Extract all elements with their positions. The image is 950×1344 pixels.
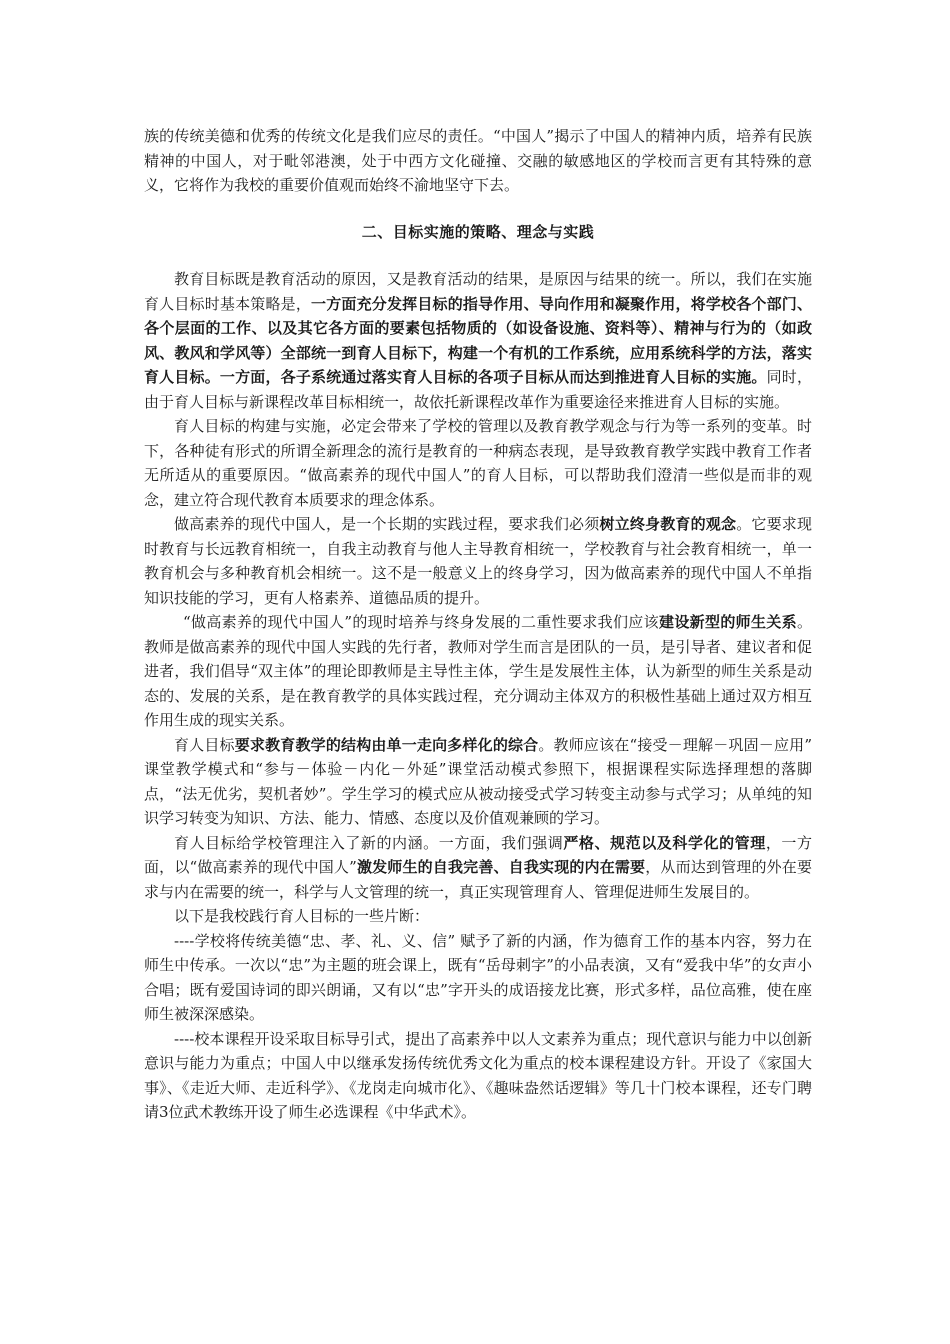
- paragraph-text: ，从而达到管理的外在要求与内在需要的统一，科学与人文管理的统一，真正实现管理育人、管理促进师生发展目的。: [144, 858, 812, 901]
- paragraph-moral-education: ----学校将传统美德“忠、孝、礼、义、信” 赋予了新的内涵，作为德育工作的基本内容，努力在师生中传承。一次以“忠”为主题的班会课上，既有“岳母刺字”的小品表演，又有“爱我中华”的女声小合唱；既有爱国诗词的即兴朗诵，又有以“忠”字开头的成语接龙比赛，形式多样，品位高雅，使在座师生被深深感染。: [144, 931, 812, 1023]
- bold-text: 要求教育教学的结构由单一走向多样化的综合: [234, 735, 539, 754]
- paragraph-relationship: [144, 610, 812, 733]
- bold-text: 激发师生的自我完善、自我实现的内在需要: [356, 858, 646, 876]
- bold-text: 严格、规范以及科学化的管理: [563, 833, 766, 852]
- paragraph-text: 育人目标给学校管理注入了新的内涵。一方面，我们强调: [174, 833, 564, 852]
- document-page: [144, 124, 812, 1125]
- paragraph-reform: 育人目标的构建与实施，必定会带来了学校的管理以及教育教学观念与行为等一系列的变革。时下，各种徒有形式的所谓全新理念的流行是教育的一种病态表现，是导致教育教学实践中教育工作者无所适从的重要原因。“做高素养的现代中国人”的育人目标，可以帮助我们澄清一些似是而非的观念，建立符合现代教育本质要求的理念体系。: [144, 417, 812, 509]
- paragraph-fragments-intro: 以下是我校践行育人目标的一些片断：: [174, 907, 430, 925]
- paragraph-text: ，一方面，以“做高素养的现代中国人”: [144, 833, 812, 876]
- paragraph-text: 教育目标既是教育活动的原因，又是教育活动的结果，是原因与结果的统一。所以，我们在实施育人目标时基本策略是，: [144, 270, 812, 313]
- paragraph-text: 。它要求现时教育与长远教育相统一，自我主动教育与他人主导教育相统一，学校教育与社会教育相统一，单一教育机会与多种教育机会相统一。这不是一般意义上的终身学习，因为做高素养的现代中国人不单指知识技能的学习，更有人格素养、道德品质的提升。: [144, 515, 812, 607]
- bold-text: 建设新型的师生关系: [658, 613, 797, 631]
- intro-paragraph: 族的传统美德和优秀的传统文化是我们应尽的责任。“中国人”揭示了中国人的精神内质，培养有民族精神的中国人，对于毗邻港澳，处于中西方文化碰撞、交融的敏感地区的学校而言更有其特殊的意义，它将作为我校的重要价值观而始终不渝地坚守下去。: [144, 127, 812, 194]
- paragraph-school-curriculum: ----校本课程开设采取目标导引式，提出了高素养中以人文素养为重点；现代意识与能力中以创新意识与能力为重点；中国人中以继承发扬传统优秀文化为重点的校本课程建设方针。开设了《家国大事》、《走近大师、走近科学》、《龙岗走向城市化》、《趣味盎然话逻辑》等几十门校本课程，还专门聘请3位武术教练开设了师生必选课程《中华武术》。: [144, 1029, 812, 1121]
- paragraph-lifelong: [144, 512, 812, 610]
- bold-text: 树立终身教育的观念: [599, 515, 737, 533]
- section-heading: 二、目标实施的策略、理念与实践: [361, 222, 595, 241]
- paragraph-text: 。教师应该在“接受－理解－巩固－应用” 课堂教学模式和“参与－体验－内化－外延”课堂活动模式参照下，根据课程实际选择理想的落脚点，“法无优劣，契机者妙”。学生学习的模式应从被动接受式学习转变主动参与式学习；从单纯的知识学习转变为知识、方法、能力、情感、态度以及价值观兼顾的学习。: [144, 735, 812, 827]
- paragraph-structure: [144, 733, 812, 831]
- bold-text: 一方面充分发挥目标的指导作用、导向作用和凝聚作用，将学校各个部门、各个层面的工作、以及其它各方面的要素包括物质的（如设备设施、资料等）、精神与行为的（如政风、教风和学风等）全部统一到育人目标下，构建一个有机的工作系统，应用系统科学的方法，落实育人目标。一方面，各子系统通过落实育人目标的各项子目标从而达到推进育人目标的实施。: [144, 294, 812, 386]
- paragraph-text: 同时，由于育人目标与新课程改革目标相统一，故依托新课程改革作为重要途径来推进育人目标的实施。: [144, 368, 812, 411]
- paragraph-management: [144, 831, 812, 905]
- paragraph-text: 育人目标: [174, 735, 235, 754]
- paragraph-text: “做高素养的现代中国人”的现时培养与终身发展的二重性要求我们应该: [183, 613, 659, 631]
- paragraph-text: 。教师是做高素养的现代中国人实践的先行者，教师对学生而言是团队的一员，是引导者、建议者和促进者，我们倡导“双主体”的理论即教师是主导性主体，学生是发展性主体，认为新型的师生关系是动态的、发展的关系，是在教育教学的具体实践过程，充分调动主体双方的积极性基础上通过双方相互作用生成的现实关系。: [144, 613, 812, 729]
- paragraph-text: 做高素养的现代中国人，是一个长期的实践过程，要求我们必须: [174, 515, 600, 533]
- paragraph-strategy: [144, 267, 812, 414]
